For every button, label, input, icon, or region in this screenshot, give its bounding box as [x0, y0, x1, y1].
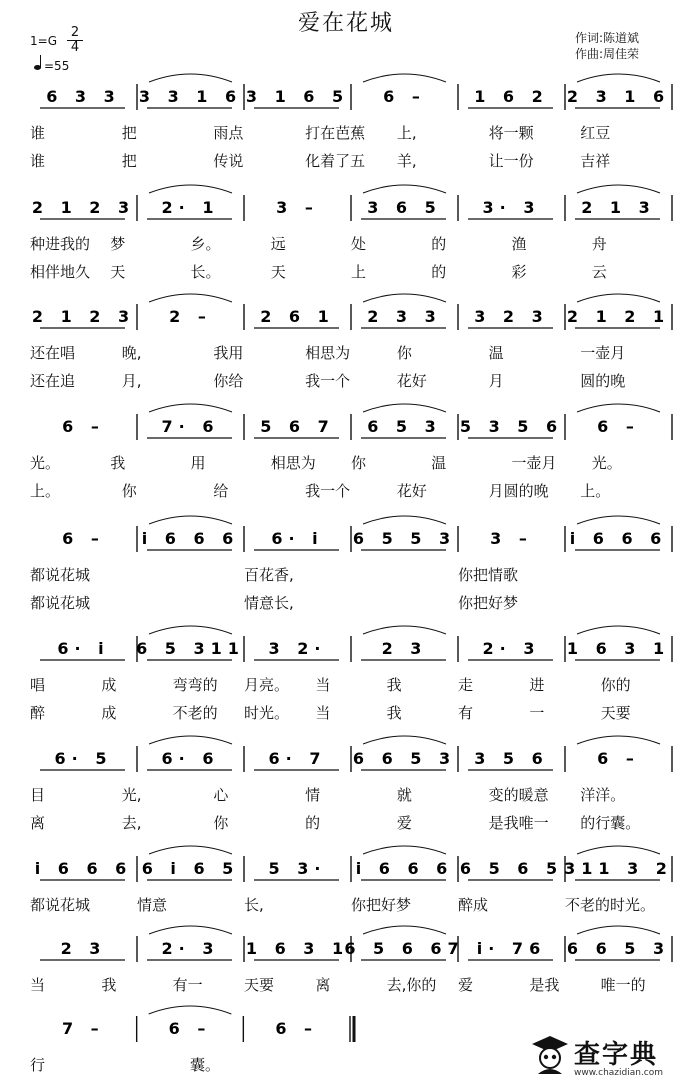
lyric-syllable: 你把情歌: [458, 566, 519, 584]
lyric-syllable: 种进我的: [30, 235, 91, 253]
measure-notes: 5 3 5 6: [459, 417, 564, 436]
lyric-syllable: 一: [529, 704, 545, 722]
lyric-syllable: 我: [386, 704, 402, 722]
watermark-brand: 查字典: [574, 1040, 659, 1070]
lyric-syllable: 一壶月: [580, 344, 626, 362]
lyric-syllable: 渔: [511, 235, 527, 253]
lyric-syllable: 爱: [396, 814, 412, 832]
lyric-syllable: 醉成: [458, 896, 489, 914]
lyric-syllable: 有: [458, 704, 474, 722]
lyric-syllable: 你: [121, 482, 137, 500]
lyric-syllable: 光。: [30, 454, 61, 472]
lyric-syllable: 心: [213, 786, 229, 804]
slur: [577, 74, 660, 82]
lyric-syllable: 你的: [600, 676, 631, 694]
measure-notes: 7· 6: [161, 417, 220, 436]
lyric-syllable: 传说: [213, 152, 244, 170]
lyric-syllable: 谁: [30, 124, 46, 142]
measure-notes: 6 5 3: [367, 417, 442, 436]
slur: [363, 185, 446, 193]
slur: [577, 294, 660, 302]
lyric-syllable: 我: [110, 454, 126, 472]
measure-notes: 2 6 1: [260, 307, 335, 326]
measure-notes: 6 5 311: [136, 639, 245, 658]
lyric-syllable: 去,你的: [386, 976, 437, 994]
slur: [577, 736, 660, 744]
lyric-syllable: 长。: [190, 263, 221, 281]
lyric-syllable: 光。: [591, 454, 622, 472]
lyric-syllable: 不老的时光。: [565, 896, 656, 914]
lyric-syllable: 温: [431, 454, 447, 472]
lyric-syllable: 我: [101, 976, 117, 994]
measure-notes: 7 –: [61, 1019, 105, 1038]
slur: [577, 926, 660, 934]
lyric-syllable: 天要: [244, 976, 275, 994]
lyric-syllable: 的行囊。: [580, 814, 641, 832]
lyric-syllable: 上: [351, 263, 367, 281]
lyric-syllable: 成: [101, 704, 117, 722]
measure-notes: 6· 5: [54, 749, 113, 768]
lyric-syllable: 你把好梦: [458, 594, 519, 612]
lyric-syllable: 舟: [591, 235, 607, 253]
lyric-syllable: 吉祥: [580, 152, 611, 170]
lyric-syllable: 的: [431, 263, 447, 281]
measure-notes: 6 5 5 3: [352, 529, 457, 548]
slur: [149, 294, 232, 302]
measure-notes: 3 2·: [268, 639, 327, 658]
measure-notes: 6· 6: [161, 749, 220, 768]
lyric-syllable: 天: [110, 263, 126, 281]
measure-notes: 6 –: [62, 529, 105, 548]
measure-notes: 2 1 2 3: [31, 307, 136, 326]
lyric-syllable: 情: [305, 786, 321, 804]
watermark-url: www.chazidian.com: [574, 1068, 664, 1078]
slur: [149, 1006, 232, 1014]
lyric-syllable: 远: [270, 235, 286, 253]
lyric-syllable: 变的暖意: [488, 786, 549, 804]
lyric-syllable: 当: [315, 704, 331, 722]
lyric-syllable: 醉: [30, 704, 46, 722]
slur: [149, 626, 232, 634]
song-title: 爱在花城: [297, 11, 394, 36]
lyric-syllable: 弯弯的: [172, 676, 218, 694]
lyric-syllable: 彩: [511, 263, 527, 281]
lyric-syllable: 的: [305, 814, 321, 832]
lyric-syllable: 化着了五: [305, 152, 366, 170]
lyric-syllable: 成: [101, 676, 117, 694]
slur: [363, 516, 446, 524]
measure-notes: 3 5 6: [474, 749, 549, 768]
lyric-syllable: 把: [121, 124, 137, 142]
lyric-syllable: 爱: [458, 976, 474, 994]
measure-notes: 2 3: [60, 939, 107, 958]
slur: [149, 74, 232, 82]
lyric-syllable: 让一份: [488, 152, 534, 170]
measure-notes: 6 –: [168, 1019, 212, 1038]
measure-notes: 2 1 3: [581, 198, 656, 217]
slur: [363, 404, 446, 412]
lyric-syllable: 时光。: [244, 704, 290, 722]
measure-notes: 2· 1: [161, 198, 220, 217]
lyric-syllable: 都说花城: [30, 566, 91, 584]
lyric-syllable: 还在唱: [30, 344, 76, 362]
slur: [149, 185, 232, 193]
measure-notes: 6 6 5 3: [352, 749, 457, 768]
lyric-syllable: 都说花城: [30, 594, 91, 612]
measure-notes: 311 3 2: [564, 859, 673, 878]
measure-notes: i· 76: [476, 939, 547, 958]
lyric-syllable: 把: [121, 152, 137, 170]
measure-notes: 6 i 6 5: [141, 859, 240, 878]
lyric-syllable: 走: [458, 676, 474, 694]
slur: [577, 185, 660, 193]
measure-notes: i 6 6 6: [141, 529, 240, 548]
lyric-syllable: 月圆的晚: [488, 482, 549, 500]
measure-notes: 2 3: [381, 639, 428, 658]
lyric-syllable: 打在芭蕉: [305, 124, 366, 142]
lyric-syllable: 上。: [580, 482, 611, 500]
lyric-syllable: 你: [213, 814, 229, 832]
lyric-syllable: 去,: [121, 814, 142, 832]
composer-credit: 作曲:周佳荣: [575, 47, 640, 61]
lyric-syllable: 情意: [137, 896, 168, 914]
lyric-syllable: 光,: [121, 786, 142, 804]
measure-notes: 1 6 3 1: [566, 639, 671, 658]
lyric-syllable: 我一个: [305, 482, 351, 500]
lyric-syllable: 你把好梦: [351, 896, 412, 914]
measure-notes: 1 6 2: [474, 87, 549, 106]
slur: [577, 626, 660, 634]
lyric-syllable: 行: [30, 1056, 46, 1074]
tempo-value: =55: [44, 59, 70, 73]
lyric-syllable: 百花香,: [244, 566, 294, 584]
lyric-syllable: 不老的: [172, 704, 218, 722]
lyric-syllable: 温: [488, 344, 504, 362]
measure-notes: 6 –: [597, 417, 640, 436]
key-signature: 1=G: [30, 34, 57, 48]
measure-notes: 6 3 3: [46, 87, 121, 106]
lyric-syllable: 离: [30, 814, 46, 832]
lyric-syllable: 月,: [121, 372, 142, 390]
measure-notes: 6 –: [597, 749, 640, 768]
lyric-syllable: 乡。: [190, 235, 221, 253]
lyric-syllable: 相思为: [270, 454, 316, 472]
slur: [363, 846, 446, 854]
slur: [577, 404, 660, 412]
slur: [363, 294, 446, 302]
lyric-syllable: 情意长,: [244, 594, 294, 612]
lyric-syllable: 用: [190, 454, 206, 472]
lyric-syllable: 上。: [30, 482, 61, 500]
lyric-syllable: 晚,: [121, 344, 142, 362]
measure-notes: 6 –: [275, 1019, 319, 1038]
measure-notes: i 6 6 6: [355, 859, 454, 878]
lyric-syllable: 给: [213, 482, 229, 500]
lyric-syllable: 我用: [213, 344, 244, 362]
measure-notes: 3 3 1 6: [138, 87, 243, 106]
measure-notes: 2 3 3: [367, 307, 442, 326]
lyric-syllable: 你给: [213, 372, 244, 390]
lyric-syllable: 圆的晚: [580, 372, 626, 390]
lyric-syllable: 唱: [30, 676, 46, 694]
lyric-syllable: 天要: [600, 704, 631, 722]
measure-notes: 2 –: [169, 307, 212, 326]
lyric-syllable: 是我唯一: [488, 814, 549, 832]
watermark: [528, 1030, 688, 1084]
lyric-syllable: 相伴地久: [30, 263, 91, 281]
measure-notes: 6 5 6 67: [344, 939, 465, 958]
lyric-syllable: 红豆: [580, 124, 611, 142]
lyric-syllable: 目: [30, 786, 46, 804]
lyric-syllable: 你: [396, 344, 412, 362]
lyric-syllable: 谁: [30, 152, 46, 170]
lyric-syllable: 将一颗: [488, 124, 534, 142]
lyric-syllable: 的: [431, 235, 447, 253]
lyric-syllable: 羊,: [396, 152, 417, 170]
measure-notes: 6 –: [62, 417, 105, 436]
measure-notes: i 6 6 6: [34, 859, 133, 878]
lyric-syllable: 上,: [396, 124, 417, 142]
measure-notes: 6· i: [57, 639, 110, 658]
lyric-syllable: 相思为: [305, 344, 351, 362]
lyric-syllable: 就: [396, 786, 412, 804]
lyric-syllable: 云: [591, 263, 607, 281]
measure-notes: 3 –: [490, 529, 533, 548]
lyric-syllable: 唯一的: [600, 976, 646, 994]
lyric-syllable: 天: [270, 263, 286, 281]
lyric-syllable: 是我: [529, 976, 560, 994]
measure-notes: 5 3·: [268, 859, 327, 878]
measure-notes: 6· 7: [268, 749, 327, 768]
lyric-syllable: 月: [488, 372, 504, 390]
lyric-syllable: 洋洋。: [580, 786, 626, 804]
measure-notes: 2 1 2 3: [31, 198, 136, 217]
slur: [149, 516, 232, 524]
measure-notes: 2· 3: [161, 939, 220, 958]
lyric-syllable: 进: [529, 676, 545, 694]
measure-notes: 1 6 3 1: [245, 939, 350, 958]
slur: [149, 404, 232, 412]
slur: [149, 846, 232, 854]
time-signature-top: 2: [67, 26, 83, 41]
lyricist-credit: 作词:陈道斌: [575, 31, 640, 45]
lyric-syllable: 都说花城: [30, 896, 91, 914]
lyric-syllable: 有一: [172, 976, 203, 994]
measure-notes: 6· i: [271, 529, 324, 548]
measure-notes: 5 6 7: [260, 417, 335, 436]
slur: [149, 736, 232, 744]
slur: [363, 926, 446, 934]
measure-notes: 2· 3: [482, 639, 541, 658]
lyric-syllable: 我一个: [305, 372, 351, 390]
slur: [577, 846, 660, 854]
lyric-syllable: 你: [351, 454, 367, 472]
measure-notes: 3 6 5: [367, 198, 442, 217]
measure-notes: 2 1 2 1: [566, 307, 671, 326]
slur: [363, 74, 446, 82]
slur: [363, 626, 446, 634]
lyric-syllable: 处: [351, 235, 367, 253]
measure-notes: 6 5 6 5: [459, 859, 564, 878]
lyric-syllable: 月亮。: [244, 676, 290, 694]
measure-notes: 3· 3: [482, 198, 541, 217]
time-signature-bottom: 4: [70, 40, 80, 55]
lyric-syllable: 当: [30, 976, 46, 994]
slur: [577, 516, 660, 524]
lyric-syllable: 囊。: [190, 1056, 221, 1074]
lyric-syllable: 长,: [244, 896, 264, 914]
graduate-icon: [528, 1030, 572, 1076]
slur: [363, 736, 446, 744]
lyric-syllable: 雨点: [213, 124, 244, 142]
measure-notes: 6 –: [383, 87, 426, 106]
slur: [149, 926, 232, 934]
lyric-syllable: 花好: [396, 482, 427, 500]
lyric-syllable: 梦: [110, 235, 126, 253]
measure-notes: 3 –: [276, 198, 319, 217]
lyric-syllable: 我: [386, 676, 402, 694]
measure-notes: i 6 6 6: [569, 529, 668, 548]
measure-notes: 3 1 6 5: [245, 87, 350, 106]
lyric-syllable: 当: [315, 676, 331, 694]
lyric-syllable: 花好: [396, 372, 427, 390]
measure-notes: 3 2 3: [474, 307, 549, 326]
measure-notes: 2 3 1 6: [566, 87, 671, 106]
lyric-syllable: 一壶月: [511, 454, 557, 472]
measure-notes: 6 6 5 3: [566, 939, 671, 958]
lyric-syllable: 离: [315, 976, 331, 994]
lyric-syllable: 还在追: [30, 372, 76, 390]
